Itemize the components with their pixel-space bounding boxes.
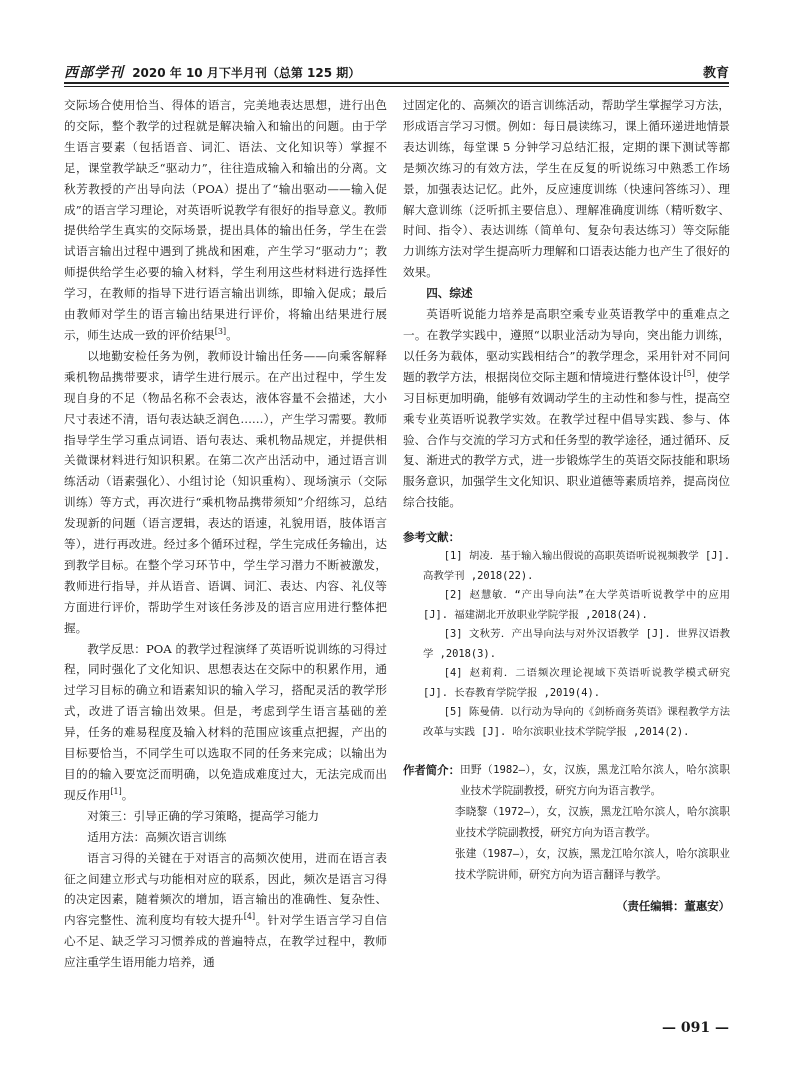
author-bio: 李晓黎（1972—），女，汉族，黑龙江哈尔滨人，哈尔滨职业技术学院副教授，研究方向为语言教学。 [455,806,730,840]
paragraph-end: ，使学习目标更加明确，能够有效调动学生的主动性和参与性，提高空乘专业英语听说教学实效。在教学过程中倡导实践、参与、体验、合作与交流的学习方式和任务型的教学途径，通过循环、反复、渐进式的教学方式，进一步锻炼学生的英语交际技能和职场服务意识，加强学生文化知识、职业道德等素质培养，提高岗位综合技能。 [403,369,730,510]
paragraph-text: 教学反思：POA 的教学过程演绎了英语听说训练的习得过程，同时强化了文化知识、思想表达在交际中的积累作用，通过学习目标的确立和语素知识的输入学习，搭配灵活的教学形式，改进了语言输出效果。但是，考虑到学生语言基础的差异，任务的难易程度及输入材料的范围应该重点把握，产出的目标要恰当，不同学生可以选取不同的任务来完成；以输出为目的的输入要宽泛而明确，以免造成难度过大，无法完成而出现反作用 [64,641,387,802]
responsible-editor: （责任编辑：董惠安） [616,899,730,914]
reference-item: [5] 陈曼倩．以行动为导向的《剑桥商务英语》课程教学方法改革与实践 [J]. 哈尔滨职业技术学院学报 ,2014(2). [423,706,730,738]
citation-marker: [3] [214,327,227,337]
paragraph-text: 适用方法：高频次语言训练 [87,829,227,844]
journal-issue [64,62,360,82]
body-paragraph [64,827,387,848]
paragraph-text: 以地勤安检任务为例，教师设计输出任务——向乘客解释乘机物品携带要求，请学生进行展示。在产出过程中，学生发现自身的不足（物品名称不会表达，液体容量不会描述，大小尺寸表述不清，语句表达缺乏润色……），产生学习需要。教师指导学生学习重点词语、语句表达、乘机物品规定，并提供相关微课材料进行知识积累。在第二次产出活动中，通过语言训练活动（语素强化）、小组讨论（知识重构）、现场演示（交际训练）等方式，再次进行“乘机物品携带须知”介绍练习，总结发现新的问题（语言逻辑，表达的语速，礼貌用语，肢体语言等），进行再改进。经过多个循环过程，学生完成任务输出，达到教学目标。在整个学习环节中，学生学习潜力不断被激发，教师进行指导，并从语音、语调、词汇、表达、内容、礼仪等方面进行评价，帮助学生对该任务涉及的语言应用进行整体把握。 [64,348,387,635]
body-paragraph [64,95,387,346]
left-column [64,95,387,973]
section-label: 教育 [702,66,729,81]
author-bios [403,760,730,886]
body-paragraph [64,639,387,806]
reference-item: [4] 赵莉莉．二语频次理论视域下英语听说教学模式研究 [J]. 长春教育学院学报 ,2019(4). [423,667,730,699]
page-number: — 091 — [662,1020,729,1036]
paragraph-text: 对策三：引导正确的学习策略，提高学习能力 [87,808,320,823]
references-title: 参考文献： [403,530,460,545]
body-paragraph [64,806,387,827]
paragraph-text: 交际场合使用恰当、得体的语言，完美地表达思想，进行出色的交际，整个教学的过程就是解决输入和输出的问题。由于学生语言要素（包括语音、词汇、语法、文化知识等）掌握不足，课堂教学缺乏“驱动力”，往往造成输入和输出的分离。文秋芳教授的产出导向法（POA）提出了“输出驱动——输入促成”的语言学习理论，对英语听说教学有很好的指导意义。教师提供给学生真实的交际场景，提出具体的输出任务，学生在尝试语言输出过程中遇到了挑战和困难，产生学习“驱动力”；教师提供给学生必要的输入材料，学生利用这些材料进行选择性学习，在教师的指导下进行语言输出训练，即输入促成；最后由教师对学生的语言输出结果进行评价，将输出结果进行展示，师生达成一致的评价结果 [64,98,387,342]
body-paragraph [403,95,730,283]
issue-info: 2020 年 10 月下半月刊（总第 125 期） [132,66,361,80]
paragraph-end: 。针对学生语言学习自信心不足、缺乏学习习惯养成的普遍特点，在教学过程中，教师应注重学生语用能力培养，通 [64,913,387,970]
citation-marker: [5] [683,368,695,378]
citation-marker: [4] [243,912,256,922]
right-column-body [403,95,730,513]
header-rule-thin [64,86,729,87]
reference-item: [2] 赵慧敏．“产出导向法”在大学英语听说教学中的应用 [J]. 福建湖北开放职业学院学报 ,2018(24). [423,589,730,621]
references-list [403,547,730,742]
paragraph-text: 过固定化的、高频次的语言训练活动，帮助学生掌握学习方法，形成语言学习习惯。例如：每日晨读练习，课上循环递进地情景表达训练，每堂课 5 分钟学习总结汇报，定期的课下测试等都是频次练习的有效方法，学生在反复的听说练习中熟悉工作场景，加强表达记忆。此外，反应速度训练（快速问答练习）、理解大意训练（泛听抓主要信息）、理解准确度训练（精听数字、时间、指令）、表达训练（简单句、复杂句表达练习）等交际能力训练方法对学生提高听力理解和口语表达能力也产生了很好的效果。 [403,98,730,280]
paragraph-end: 。 [226,327,238,342]
right-column [403,95,730,917]
paragraph-text: 英语听说能力培养是高职空乘专业英语教学中的重难点之一。在教学实践中，遵照“以职业活动为导向，突出能力训练，以任务为载体，驱动实践相结合”的教学理念，采用针对不同问题的教学方法，根据岗位交际主题和情境进行整体设计 [403,307,730,384]
section-heading: 四、综述 [426,286,473,301]
journal-logo: 西部学刊 [64,65,124,81]
reference-item: [3] 文秋芳．产出导向法与对外汉语教学 [J]. 世界汉语教学 ,2018(3). [423,628,730,660]
paragraph-end: 。 [121,787,134,802]
author-bio: 田野（1982—），女，汉族，黑龙江哈尔滨人，哈尔滨职业技术学院副教授，研究方向为语言教学。 [459,764,730,798]
body-paragraph [64,848,387,973]
paragraph-text: 语言习得的关键在于对语言的高频次使用，进而在语言表征之间建立形式与功能相对应的联系，因此，频次是语言习得的决定因素，随着频次的增加，语言输出的准确性、复杂性、内容完整性、流利度均有较大提升 [64,850,387,928]
header-rule [64,82,729,84]
author-bio-label: 作者简介： [403,763,460,778]
body-paragraph [403,304,730,513]
body-paragraph [64,346,387,639]
author-bio: 张建（1987—），女，汉族，黑龙江哈尔滨人，哈尔滨职业技术学院讲师，研究方向为语言翻译与教学。 [455,848,730,882]
page-header [64,60,729,84]
reference-item: [1] 胡凌．基于输入输出假说的高职英语听说视频教学 [J]. 高教学刊 ,2018(22). [423,550,730,582]
citation-marker: [1] [110,787,122,797]
